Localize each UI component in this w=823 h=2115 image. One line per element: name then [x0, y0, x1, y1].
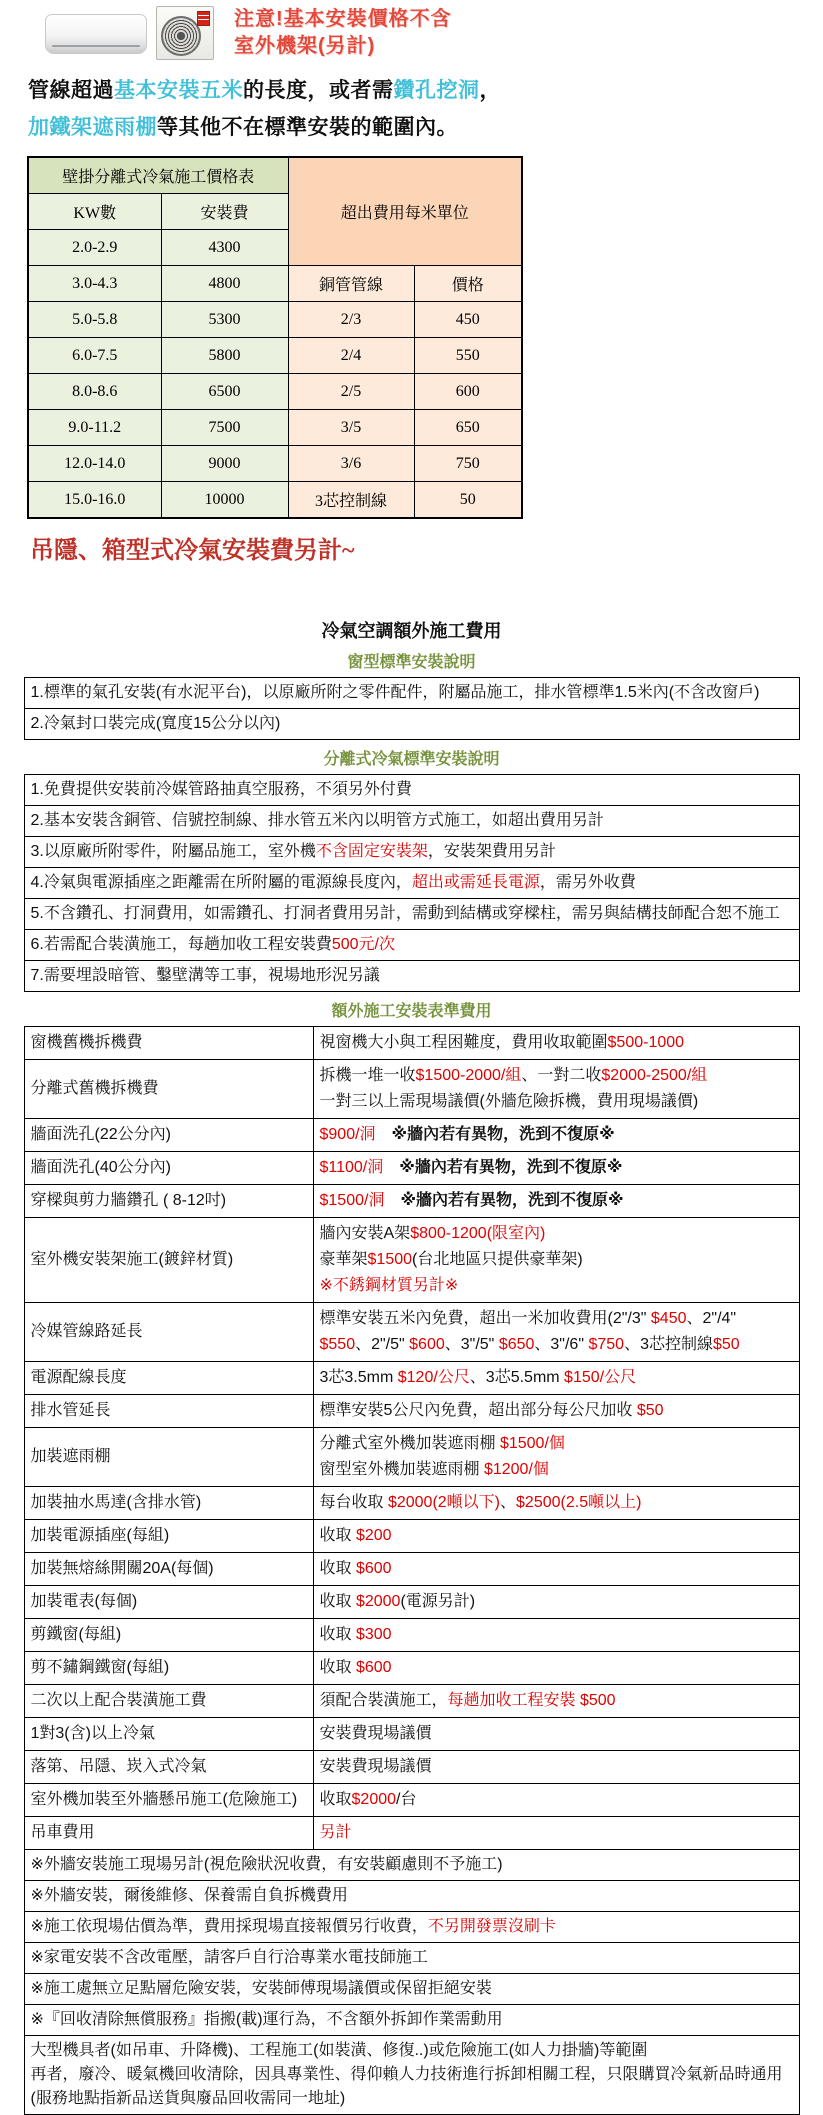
- note-row: [24, 2005, 799, 2036]
- fee-value-line: [320, 1523, 793, 1549]
- fee-row: [24, 1520, 799, 1553]
- text-segment: 牆內安裝A架: [319, 1225, 411, 1242]
- fee-value-line: [320, 1332, 793, 1358]
- final-note-cell: [24, 2036, 799, 2115]
- note-row: [24, 1943, 799, 1974]
- fee-cell: 6500: [161, 374, 288, 410]
- fee-row: [24, 1553, 799, 1586]
- text-segment: ※牆內若有異物，洗到不復原※: [384, 1192, 624, 1209]
- fee-value-cell: [313, 1185, 799, 1218]
- text-segment: $2000: [355, 1593, 401, 1610]
- text-segment: 超出或需延長電源: [411, 874, 540, 891]
- fee-value-line: [320, 1787, 793, 1813]
- split-install-row: [24, 930, 799, 961]
- note-cell: [24, 1912, 799, 1943]
- fee-value-line: [320, 1721, 793, 1747]
- note-cell: [24, 1881, 799, 1912]
- fee-header: 安裝費: [161, 194, 288, 230]
- fee-value-line: [320, 1122, 793, 1148]
- window-install-item: [24, 709, 799, 740]
- text-segment: $120/公尺: [397, 1369, 470, 1386]
- split-install-row: [24, 806, 799, 837]
- text-segment: 每趟加收工程安裝 $500: [447, 1692, 616, 1709]
- final-note-line: 再者，廢冷、暖氣機回收清除，因具專業性、得仰賴人力技術進行拆卸相關工程，只限購買冷氣新品時通用: [30, 2066, 783, 2083]
- text-segment: 、一對二收: [521, 1067, 602, 1084]
- text-segment: ※不銹鋼材質另計※: [319, 1277, 459, 1294]
- fee-label-cell: 穿樑與剪力牆鑽孔 ( 8-12吋): [24, 1185, 313, 1218]
- text-segment: 另計: [319, 1824, 352, 1841]
- text-segment: 不另開發票沒刷卡: [427, 1918, 556, 1935]
- fee-value-line: [320, 1556, 793, 1582]
- fee-value-line: [320, 1273, 793, 1299]
- text-segment: $1500: [367, 1251, 413, 1268]
- split-install-heading: 分離式冷氣標準安裝說明: [323, 751, 500, 768]
- text-segment: 、3芯5.5mm: [469, 1369, 565, 1386]
- text-segment: 3芯3.5mm: [319, 1369, 398, 1386]
- text-segment: 視窗機大小與工程困難度，費用收取範圍: [319, 1034, 608, 1051]
- price-table: [27, 156, 523, 519]
- text-segment: $450: [650, 1310, 687, 1327]
- fee-value-line: [320, 1431, 793, 1457]
- text-segment: 鑽孔挖洞: [393, 79, 480, 102]
- fee-row: [24, 1060, 799, 1119]
- fee-value-cell: [313, 1718, 799, 1751]
- fee-row: [24, 1718, 799, 1751]
- text-segment: 6.若需配合裝潢施工，每趟加收工程安裝費: [30, 936, 332, 953]
- text-segment: 4.冷氣與電源插座之距離需在所附屬的電源線長度內，: [30, 874, 412, 891]
- fee-label-cell: 室外機加裝至外牆懸吊施工(危險施工): [24, 1784, 313, 1817]
- fee-row: [24, 1303, 799, 1362]
- text-segment: $600: [355, 1659, 392, 1676]
- fee-value-line: [320, 1155, 793, 1181]
- fee-value-line: [320, 1490, 793, 1516]
- kw-cell: 15.0-16.0: [28, 482, 161, 519]
- fee-value-cell: [313, 1303, 799, 1362]
- fee-label-cell: 排水管延長: [24, 1395, 313, 1428]
- final-note-line: (服務地點指新品送貨與廢品回收需同一地址): [30, 2090, 346, 2107]
- fee-value-line: [320, 1622, 793, 1648]
- split-install-row: [24, 775, 799, 806]
- split-install-item: [24, 961, 799, 992]
- fee-value-line: [320, 1365, 793, 1391]
- fee-row: [24, 1218, 799, 1303]
- fee-row: [24, 1619, 799, 1652]
- fee-value-cell: [313, 1751, 799, 1784]
- note-cell: [24, 1974, 799, 2005]
- fee-label-cell: 牆面洗孔(40公分內): [24, 1152, 313, 1185]
- fee-cell: 9000: [161, 446, 288, 482]
- text-segment: 收取: [319, 1659, 356, 1676]
- fee-cell: 5800: [161, 338, 288, 374]
- fee-value-cell: [313, 1362, 799, 1395]
- window-install-row: [24, 678, 799, 709]
- text-segment: 3.以原廠所附零件，附屬品施工，室外機: [30, 843, 316, 860]
- fee-value-line: [320, 1247, 793, 1273]
- pipe-price-cell: 750: [414, 446, 522, 482]
- fee-value-cell: [313, 1487, 799, 1520]
- text-segment: $900/洞: [319, 1126, 376, 1143]
- pipe-price-cell: 650: [414, 410, 522, 446]
- fee-value-cell: [313, 1553, 799, 1586]
- window-install-heading: 窗型標準安裝說明: [347, 654, 476, 671]
- text-segment: 一對三以上需現場議價(外牆危險拆機，費用現場議價): [319, 1093, 699, 1110]
- fan-grille-icon: [161, 16, 201, 56]
- text-segment: 基本安裝五米: [114, 79, 243, 102]
- split-install-item: [24, 806, 799, 837]
- intro-paragraph: [28, 72, 823, 146]
- kw-cell: 9.0-11.2: [28, 410, 161, 446]
- text-segment: 標準安裝5公尺內免費，超出部分每公尺加收: [319, 1402, 637, 1419]
- text-segment: $750: [588, 1336, 625, 1353]
- text-segment: 、2"/4": [686, 1310, 737, 1327]
- text-segment: $2000: [351, 1791, 397, 1808]
- text-segment: 標準安裝五米內免費，超出一米加收費用(2"/3": [319, 1310, 651, 1327]
- fee-value-line: [320, 1089, 793, 1115]
- fee-row: [24, 1817, 799, 1850]
- fee-cell: 4300: [161, 230, 288, 266]
- fee-value-cell: [313, 1060, 799, 1119]
- text-segment: ※外牆安裝，爾後維修、保養需自負拆機費用: [30, 1887, 348, 1904]
- pipe-price-cell: 450: [414, 302, 522, 338]
- fee-row: [24, 1685, 799, 1718]
- note-row: [24, 1881, 799, 1912]
- text-segment: $1200/個: [483, 1461, 549, 1478]
- fee-value-cell: [313, 1817, 799, 1850]
- note-cell: [24, 1943, 799, 1974]
- text-segment: 的長度，或者需: [243, 79, 394, 102]
- window-install-item: [24, 678, 799, 709]
- fee-label-cell: 吊車費用: [24, 1817, 313, 1850]
- text-segment: 7.需要埋設暗管、鑿壁溝等工事，視場地形況另議: [30, 967, 380, 984]
- fee-label-cell: 室外機安裝架施工(鍍鋅材質): [24, 1218, 313, 1303]
- text-segment: 安裝費現場議價: [319, 1725, 432, 1742]
- fee-value-cell: [313, 1520, 799, 1553]
- text-segment: $2000(2噸以下): [387, 1494, 501, 1511]
- pipe-price-cell: 50: [414, 482, 522, 519]
- split-install-item: [24, 868, 799, 899]
- fee-value-cell: [313, 1218, 799, 1303]
- text-segment: ，: [479, 79, 501, 102]
- fee-row: [24, 1784, 799, 1817]
- price-header: 價格: [414, 266, 522, 302]
- split-install-row: [24, 868, 799, 899]
- fee-label-cell: 加裝抽水馬達(含排水管): [24, 1487, 313, 1520]
- fee-cell: 4800: [161, 266, 288, 302]
- note-row: [24, 1850, 799, 1881]
- hero: [0, 0, 823, 64]
- split-install-item: [24, 837, 799, 868]
- fee-row: [24, 1586, 799, 1619]
- text-segment: 2.基本安裝含銅管、信號控制線、排水管五米內以明管方式施工，如超出費用另計: [30, 812, 604, 829]
- final-note-line: 大型機具者(如吊車、升降機)、工程施工(如裝潢、修復..)或危險施工(如人力掛牆)等範圍: [30, 2042, 648, 2059]
- fee-label-cell: 剪鐵窗(每組): [24, 1619, 313, 1652]
- text-segment: 須配合裝潢施工，: [319, 1692, 448, 1709]
- text-segment: 收取: [319, 1560, 356, 1577]
- text-segment: 分離式室外機加裝遮雨棚: [319, 1435, 500, 1452]
- fee-value-cell: [313, 1784, 799, 1817]
- warning-line1: 注意!基本安裝價格不含: [234, 8, 452, 30]
- text-segment: 收取: [319, 1791, 352, 1808]
- fee-value-line: [320, 1457, 793, 1483]
- fee-label-cell: 二次以上配合裝潢施工費: [24, 1685, 313, 1718]
- window-install-table: [24, 677, 800, 740]
- fee-value-cell: [313, 1586, 799, 1619]
- fee-value-cell: [313, 1652, 799, 1685]
- fee-value-cell: [313, 1428, 799, 1487]
- pipe-header: 銅管管線: [288, 266, 414, 302]
- text-segment: 每台收取: [319, 1494, 388, 1511]
- text-segment: 收取: [319, 1527, 356, 1544]
- text-segment: ，安裝架費用另計: [427, 843, 556, 860]
- fee-row: [24, 1751, 799, 1784]
- kw-cell: 6.0-7.5: [28, 338, 161, 374]
- fee-value-cell: [313, 1395, 799, 1428]
- fee-value-line: [320, 1589, 793, 1615]
- fee-value-line: [320, 1221, 793, 1247]
- kw-cell: 3.0-4.3: [28, 266, 161, 302]
- fee-row: [24, 1185, 799, 1218]
- split-install-row: [24, 837, 799, 868]
- fee-row: [24, 1395, 799, 1428]
- fee-cell: 5300: [161, 302, 288, 338]
- text-segment: 1.免費提供安裝前冷媒管路抽真空服務，不須另外付費: [30, 781, 412, 798]
- kw-cell: 2.0-2.9: [28, 230, 161, 266]
- text-segment: $2500(2.5噸以上): [516, 1494, 642, 1511]
- pipe-cell: 3芯控制線: [288, 482, 414, 519]
- text-segment: $650: [498, 1336, 535, 1353]
- outdoor-ac-image: [156, 6, 214, 60]
- kw-header: KW數: [28, 194, 161, 230]
- pipe-price-cell: 600: [414, 374, 522, 410]
- fee-value-line: [320, 1063, 793, 1089]
- pipe-cell: 2/5: [288, 374, 414, 410]
- note-cell: [24, 2005, 799, 2036]
- fee-label-cell: 窗機舊機拆機費: [24, 1027, 313, 1060]
- fee-value-line: [320, 1688, 793, 1714]
- text-segment: $1100/洞: [319, 1159, 384, 1176]
- extra-fees-heading: 額外施工安裝表準費用: [331, 1003, 492, 1020]
- text-segment: 窗型室外機加裝遮雨棚: [319, 1461, 484, 1478]
- fee-label-cell: 加裝遮雨棚: [24, 1428, 313, 1487]
- fee-value-line: [320, 1030, 793, 1056]
- hanging-unit-note: 吊隱、箱型式冷氣安裝費另計~: [30, 538, 355, 564]
- text-segment: $1500/個: [499, 1435, 565, 1452]
- fee-row: [24, 1362, 799, 1395]
- text-segment: 、2"/5": [355, 1336, 410, 1353]
- text-segment: ※施工依現場估價為準，費用採現場直接報價另行收費，: [30, 1918, 428, 1935]
- text-segment: ※施工處無立足點層危險安裝，安裝師傅現場議價或保留拒絕安裝: [30, 1980, 492, 1997]
- text-segment: $1500/洞: [319, 1192, 385, 1209]
- fee-value-line: [320, 1754, 793, 1780]
- split-install-row: [24, 961, 799, 992]
- text-segment: ※牆內若有異物，洗到不復原※: [383, 1159, 623, 1176]
- split-install-table: [24, 774, 800, 992]
- fee-label-cell: 冷媒管線路延長: [24, 1303, 313, 1362]
- intro-line1: [28, 72, 823, 109]
- fee-label-cell: 剪不鏽鋼鐵窗(每組): [24, 1652, 313, 1685]
- window-install-row: [24, 709, 799, 740]
- text-segment: 等其他不在標準安裝的範圍內。: [157, 116, 458, 139]
- indoor-ac-image: [45, 14, 147, 54]
- text-segment: 豪華架: [319, 1251, 368, 1268]
- fee-row: [24, 1152, 799, 1185]
- brand-badge-icon: [197, 11, 210, 26]
- text-segment: $150/公尺: [564, 1369, 637, 1386]
- fee-value-line: [320, 1655, 793, 1681]
- fee-value-line: [320, 1820, 793, 1846]
- text-segment: 管線超過: [28, 79, 114, 102]
- text-segment: 加鐵架遮雨棚: [28, 116, 157, 139]
- text-segment: $600: [355, 1560, 392, 1577]
- text-segment: $550: [319, 1336, 356, 1353]
- text-segment: $2000-2500/組: [601, 1067, 708, 1084]
- fee-row: [24, 1119, 799, 1152]
- text-segment: /台: [396, 1791, 417, 1808]
- note-cell: [24, 1850, 799, 1881]
- section-title: 冷氣空調額外施工費用: [321, 621, 502, 641]
- fee-label-cell: 加裝無熔絲開關20A(每個): [24, 1553, 313, 1586]
- text-segment: $1500-2000/組: [415, 1067, 522, 1084]
- text-segment: ※外牆安裝施工現場另計(視危險狀況收費，有安裝顧慮則不予施工): [30, 1856, 503, 1873]
- fee-label-cell: 加裝電表(每個): [24, 1586, 313, 1619]
- text-segment: 5.不含鑽孔、打洞費用，如需鑽孔、打洞者費用另計，需動到結構或穿樑柱，需另與結構技師配合恕不施工: [30, 905, 780, 922]
- pipe-cell: 3/6: [288, 446, 414, 482]
- fee-value-cell: [313, 1619, 799, 1652]
- text-segment: ※『回收清除無償服務』指搬(載)運行為，不含額外拆卸作業需動用: [30, 2011, 503, 2028]
- text-segment: ，需另外收費: [539, 874, 636, 891]
- text-segment: (台北地區只提供豪華架): [412, 1251, 583, 1268]
- fee-label-cell: 加裝電源插座(每組): [24, 1520, 313, 1553]
- extra-fees-table: [24, 1026, 800, 2115]
- fee-value-line: [320, 1188, 793, 1214]
- fee-row: [24, 1652, 799, 1685]
- pipe-cell: 2/4: [288, 338, 414, 374]
- text-segment: $600: [409, 1336, 445, 1353]
- fee-cell: 7500: [161, 410, 288, 446]
- split-install-item: [24, 775, 799, 806]
- text-segment: $200: [355, 1527, 392, 1544]
- fee-label-cell: 牆面洗孔(22公分內): [24, 1119, 313, 1152]
- fee-value-cell: [313, 1685, 799, 1718]
- text-segment: $50: [636, 1402, 664, 1419]
- fee-value-cell: [313, 1152, 799, 1185]
- text-segment: 拆機一堆一收: [319, 1067, 416, 1084]
- fee-row: [24, 1428, 799, 1487]
- final-note-row: [24, 2036, 799, 2115]
- note-row: [24, 1974, 799, 2005]
- excess-fee-header: 超出費用每米單位: [288, 157, 522, 266]
- warning-line2: 室外機架(另計): [234, 35, 376, 57]
- pipe-price-cell: 550: [414, 338, 522, 374]
- fee-label-cell: 落第、吊隱、崁入式冷氣: [24, 1751, 313, 1784]
- pipe-cell: 3/5: [288, 410, 414, 446]
- text-segment: 、3"/5": [444, 1336, 499, 1353]
- text-segment: 1.標準的氣孔安裝(有水泥平台)，以原廠所附之零件配件，附屬品施工，排水管標準1.5米內(不含改窗戶): [30, 684, 760, 701]
- note-row: [24, 1912, 799, 1943]
- text-segment: 收取: [319, 1626, 356, 1643]
- warning-note: [234, 6, 452, 60]
- text-segment: $500-1000: [607, 1034, 685, 1051]
- text-segment: ※牆內若有異物，洗到不復原※: [375, 1126, 615, 1143]
- price-table-title: 壁掛分離式冷氣施工價格表: [28, 157, 288, 194]
- fee-cell: 10000: [161, 482, 288, 519]
- text-segment: $50: [712, 1336, 740, 1353]
- text-segment: 安裝費現場議價: [319, 1758, 432, 1775]
- fee-label-cell: 1對3(含)以上冷氣: [24, 1718, 313, 1751]
- fee-row: [24, 1027, 799, 1060]
- price-table-body: [28, 157, 522, 518]
- fee-value-line: [320, 1306, 793, 1332]
- text-segment: 收取: [319, 1593, 356, 1610]
- fee-row: [24, 1487, 799, 1520]
- pipe-cell: 2/3: [288, 302, 414, 338]
- text-segment: ※家電安裝不含改電壓，請客戶自行洽專業水電技師施工: [30, 1949, 428, 1966]
- split-install-item: [24, 899, 799, 930]
- kw-cell: 8.0-8.6: [28, 374, 161, 410]
- kw-cell: 12.0-14.0: [28, 446, 161, 482]
- text-segment: 2.冷氣封口裝完成(寬度15公分以內): [30, 715, 281, 732]
- fee-label-cell: 電源配線長度: [24, 1362, 313, 1395]
- text-segment: 、3芯控制線: [624, 1336, 713, 1353]
- text-segment: 不含固定安裝架: [315, 843, 428, 860]
- fee-value-cell: [313, 1119, 799, 1152]
- intro-line2: [28, 109, 823, 146]
- kw-cell: 5.0-5.8: [28, 302, 161, 338]
- text-segment: $300: [355, 1626, 392, 1643]
- text-segment: (電源另計): [400, 1593, 476, 1610]
- text-segment: 500元/次: [331, 936, 396, 953]
- split-install-row: [24, 899, 799, 930]
- fee-label-cell: 分離式舊機拆機費: [24, 1060, 313, 1119]
- split-install-item: [24, 930, 799, 961]
- text-segment: 、: [500, 1494, 517, 1511]
- fee-value-line: [320, 1398, 793, 1424]
- text-segment: $800-1200(限室內): [410, 1225, 546, 1242]
- fee-value-cell: [313, 1027, 799, 1060]
- text-segment: 、3"/6": [534, 1336, 589, 1353]
